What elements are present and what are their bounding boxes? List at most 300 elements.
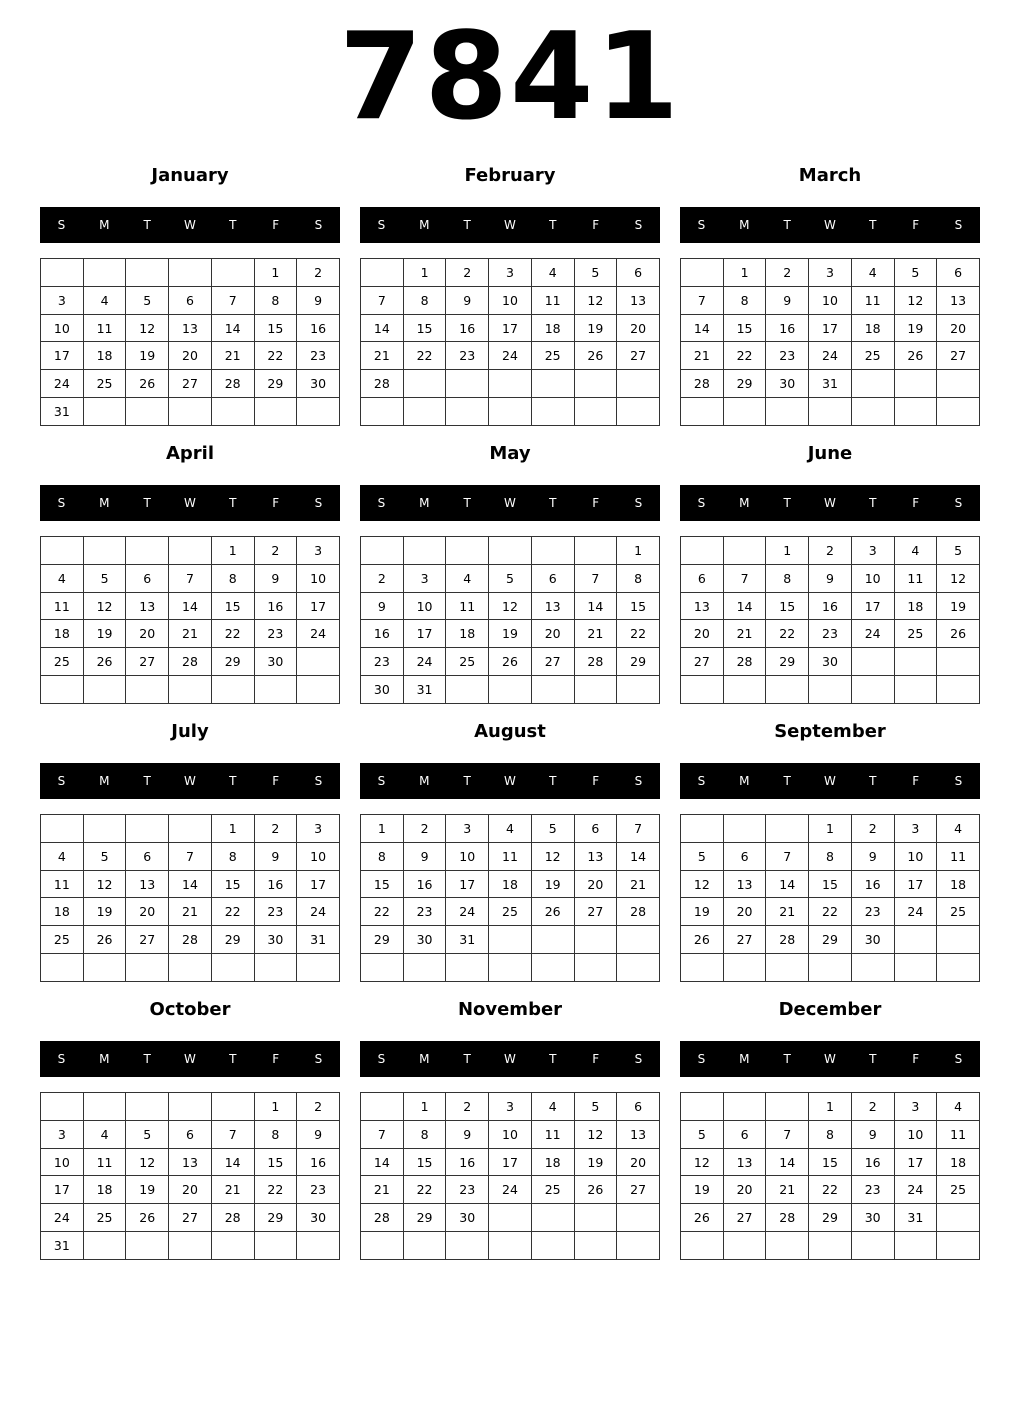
day-cell: 14 xyxy=(766,870,809,898)
day-cell: 20 xyxy=(617,314,660,342)
empty-day-cell xyxy=(531,676,574,704)
empty-day-cell xyxy=(617,398,660,426)
day-cell: 20 xyxy=(681,620,724,648)
day-cell: 29 xyxy=(809,1204,852,1232)
week-row xyxy=(41,537,340,565)
day-cell: 1 xyxy=(254,259,297,287)
day-cell: 24 xyxy=(894,898,937,926)
week-row xyxy=(41,1093,340,1121)
day-cell: 10 xyxy=(446,842,489,870)
day-cell: 27 xyxy=(723,1204,766,1232)
day-cell: 28 xyxy=(169,648,212,676)
day-cell: 19 xyxy=(681,898,724,926)
empty-day-cell xyxy=(531,954,574,982)
day-cell: 28 xyxy=(169,926,212,954)
day-cell: 31 xyxy=(41,1232,84,1260)
day-cell: 1 xyxy=(403,259,446,287)
week-row xyxy=(41,870,340,898)
day-cell: 30 xyxy=(297,370,340,398)
weekday-label: F xyxy=(912,496,920,510)
day-cell: 16 xyxy=(766,314,809,342)
weekday-label: F xyxy=(272,218,280,232)
empty-day-cell xyxy=(574,1204,617,1232)
weekday-header xyxy=(40,763,340,799)
day-cell: 9 xyxy=(766,286,809,314)
day-cell: 11 xyxy=(937,842,980,870)
day-cell: 24 xyxy=(297,620,340,648)
day-cell: 25 xyxy=(851,342,894,370)
empty-day-cell xyxy=(446,954,489,982)
weekday-label: T xyxy=(463,218,471,232)
day-cell: 30 xyxy=(446,1204,489,1232)
day-cell: 7 xyxy=(211,286,254,314)
day-cell: 15 xyxy=(723,314,766,342)
empty-day-cell xyxy=(83,815,126,843)
day-cell: 28 xyxy=(766,1204,809,1232)
day-cell: 26 xyxy=(937,620,980,648)
day-cell: 20 xyxy=(169,342,212,370)
weekday-label: S xyxy=(314,496,323,510)
weekday-label: W xyxy=(504,496,516,510)
day-cell: 13 xyxy=(169,1148,212,1176)
day-cell: 20 xyxy=(126,898,169,926)
weekday-label: W xyxy=(184,1052,196,1066)
day-cell: 4 xyxy=(937,815,980,843)
day-cell: 18 xyxy=(851,314,894,342)
day-cell: 7 xyxy=(361,1120,404,1148)
month-january xyxy=(40,160,340,430)
weekday-label: W xyxy=(824,218,836,232)
weekday-label: T xyxy=(783,496,791,510)
day-grid xyxy=(40,1092,340,1260)
week-row xyxy=(361,1204,660,1232)
weekday-label: F xyxy=(272,774,280,788)
day-grid xyxy=(680,1092,980,1260)
empty-day-cell xyxy=(361,1093,404,1121)
day-cell: 1 xyxy=(723,259,766,287)
weekday-label: T xyxy=(783,1052,791,1066)
day-cell: 17 xyxy=(446,870,489,898)
day-cell: 16 xyxy=(446,314,489,342)
day-cell: 20 xyxy=(169,1176,212,1204)
day-cell: 21 xyxy=(169,898,212,926)
day-cell: 14 xyxy=(361,1148,404,1176)
weekday-label: S xyxy=(697,218,706,232)
day-cell: 16 xyxy=(851,870,894,898)
day-cell: 4 xyxy=(489,815,532,843)
day-cell: 25 xyxy=(446,648,489,676)
day-cell: 31 xyxy=(297,926,340,954)
month-june xyxy=(680,438,980,708)
day-cell: 3 xyxy=(297,815,340,843)
month-december xyxy=(680,994,980,1264)
day-cell: 31 xyxy=(446,926,489,954)
day-cell: 20 xyxy=(937,314,980,342)
empty-day-cell xyxy=(531,1232,574,1260)
empty-day-cell xyxy=(126,1232,169,1260)
empty-day-cell xyxy=(681,815,724,843)
weekday-label: F xyxy=(592,1052,600,1066)
day-cell: 24 xyxy=(809,342,852,370)
month-name: June xyxy=(807,443,853,464)
day-cell: 4 xyxy=(531,259,574,287)
empty-day-cell xyxy=(41,954,84,982)
day-cell: 12 xyxy=(83,592,126,620)
day-cell: 14 xyxy=(211,314,254,342)
day-cell: 27 xyxy=(937,342,980,370)
weekday-label: F xyxy=(592,496,600,510)
empty-day-cell xyxy=(254,1232,297,1260)
empty-day-cell xyxy=(489,1232,532,1260)
day-cell: 18 xyxy=(83,1176,126,1204)
weekday-label: M xyxy=(99,774,110,788)
month-name: March xyxy=(798,165,862,186)
day-cell: 10 xyxy=(41,1148,84,1176)
empty-day-cell xyxy=(403,537,446,565)
day-cell: 27 xyxy=(617,1176,660,1204)
day-grid xyxy=(360,814,660,982)
week-row xyxy=(361,676,660,704)
empty-day-cell xyxy=(809,676,852,704)
week-row xyxy=(41,898,340,926)
weekday-label: S xyxy=(57,1052,66,1066)
week-row xyxy=(681,1232,980,1260)
day-cell: 10 xyxy=(489,1120,532,1148)
week-row xyxy=(41,620,340,648)
day-cell: 3 xyxy=(41,1120,84,1148)
week-row xyxy=(361,954,660,982)
empty-day-cell xyxy=(41,1093,84,1121)
weekday-label: M xyxy=(99,218,110,232)
empty-day-cell xyxy=(723,815,766,843)
empty-day-cell xyxy=(41,815,84,843)
empty-day-cell xyxy=(126,398,169,426)
empty-day-cell xyxy=(617,954,660,982)
day-cell: 29 xyxy=(723,370,766,398)
day-cell: 29 xyxy=(211,926,254,954)
day-cell: 2 xyxy=(403,815,446,843)
weekday-label: W xyxy=(504,218,516,232)
empty-day-cell xyxy=(169,398,212,426)
empty-day-cell xyxy=(809,398,852,426)
day-cell: 29 xyxy=(254,1204,297,1232)
empty-day-cell xyxy=(851,370,894,398)
day-cell: 15 xyxy=(617,592,660,620)
empty-day-cell xyxy=(83,259,126,287)
day-cell: 10 xyxy=(297,842,340,870)
day-cell: 27 xyxy=(574,898,617,926)
empty-day-cell xyxy=(681,537,724,565)
empty-day-cell xyxy=(403,398,446,426)
day-cell: 18 xyxy=(83,342,126,370)
day-cell: 13 xyxy=(937,286,980,314)
day-cell: 6 xyxy=(937,259,980,287)
empty-day-cell xyxy=(41,676,84,704)
day-cell: 30 xyxy=(297,1204,340,1232)
day-cell: 14 xyxy=(574,592,617,620)
day-cell: 28 xyxy=(617,898,660,926)
empty-day-cell xyxy=(574,676,617,704)
day-cell: 21 xyxy=(681,342,724,370)
empty-day-cell xyxy=(211,1093,254,1121)
day-cell: 3 xyxy=(851,537,894,565)
day-cell: 15 xyxy=(211,592,254,620)
month-april xyxy=(40,438,340,708)
day-grid xyxy=(40,258,340,426)
empty-day-cell xyxy=(574,954,617,982)
day-cell: 22 xyxy=(617,620,660,648)
empty-day-cell xyxy=(403,1232,446,1260)
weekday-label: M xyxy=(419,1052,430,1066)
weekday-label: S xyxy=(377,218,386,232)
weekday-header xyxy=(360,207,660,243)
week-row xyxy=(361,564,660,592)
day-cell: 13 xyxy=(681,592,724,620)
day-cell: 27 xyxy=(681,648,724,676)
day-cell: 15 xyxy=(809,1148,852,1176)
day-cell: 23 xyxy=(254,620,297,648)
day-cell: 12 xyxy=(531,842,574,870)
day-cell: 8 xyxy=(809,1120,852,1148)
day-cell: 17 xyxy=(489,314,532,342)
empty-day-cell xyxy=(254,398,297,426)
day-cell: 7 xyxy=(361,286,404,314)
day-cell: 11 xyxy=(937,1120,980,1148)
day-cell: 11 xyxy=(489,842,532,870)
day-cell: 27 xyxy=(169,370,212,398)
empty-day-cell xyxy=(126,676,169,704)
day-cell: 13 xyxy=(126,592,169,620)
weekday-label: S xyxy=(377,1052,386,1066)
day-grid xyxy=(680,536,980,704)
day-cell: 12 xyxy=(126,314,169,342)
empty-day-cell xyxy=(723,676,766,704)
weekday-label: T xyxy=(463,774,471,788)
week-row xyxy=(681,815,980,843)
week-row xyxy=(41,815,340,843)
day-cell: 7 xyxy=(681,286,724,314)
weekday-label: F xyxy=(592,774,600,788)
day-cell: 6 xyxy=(617,259,660,287)
day-cell: 3 xyxy=(41,286,84,314)
empty-day-cell xyxy=(681,259,724,287)
week-row xyxy=(41,342,340,370)
day-cell: 5 xyxy=(574,259,617,287)
day-cell: 19 xyxy=(894,314,937,342)
weekday-label: W xyxy=(824,1052,836,1066)
weekday-header xyxy=(680,207,980,243)
day-cell: 9 xyxy=(446,1120,489,1148)
week-row xyxy=(361,648,660,676)
day-cell: 16 xyxy=(403,870,446,898)
day-cell: 15 xyxy=(809,870,852,898)
day-cell: 29 xyxy=(403,1204,446,1232)
week-row xyxy=(681,342,980,370)
empty-day-cell xyxy=(297,954,340,982)
day-cell: 26 xyxy=(83,926,126,954)
day-cell: 1 xyxy=(766,537,809,565)
weekday-label: W xyxy=(184,774,196,788)
day-cell: 22 xyxy=(254,1176,297,1204)
day-cell: 21 xyxy=(211,342,254,370)
day-cell: 28 xyxy=(211,1204,254,1232)
day-cell: 25 xyxy=(531,342,574,370)
month-november xyxy=(360,994,660,1264)
day-cell: 4 xyxy=(83,286,126,314)
empty-day-cell xyxy=(617,1232,660,1260)
empty-day-cell xyxy=(766,398,809,426)
day-cell: 21 xyxy=(169,620,212,648)
day-cell: 17 xyxy=(894,1148,937,1176)
day-cell: 5 xyxy=(681,842,724,870)
weekday-header xyxy=(360,763,660,799)
weekday-label: W xyxy=(184,496,196,510)
empty-day-cell xyxy=(531,370,574,398)
day-cell: 3 xyxy=(446,815,489,843)
weekday-header xyxy=(40,207,340,243)
empty-day-cell xyxy=(723,954,766,982)
weekday-label: T xyxy=(869,1052,877,1066)
day-cell: 16 xyxy=(297,1148,340,1176)
day-cell: 3 xyxy=(403,564,446,592)
day-cell: 1 xyxy=(403,1093,446,1121)
month-october xyxy=(40,994,340,1264)
day-grid xyxy=(40,536,340,704)
day-cell: 5 xyxy=(681,1120,724,1148)
empty-day-cell xyxy=(361,954,404,982)
weekday-label: T xyxy=(869,774,877,788)
empty-day-cell xyxy=(766,676,809,704)
day-cell: 16 xyxy=(361,620,404,648)
month-name: December xyxy=(778,999,882,1020)
day-cell: 25 xyxy=(894,620,937,648)
day-cell: 5 xyxy=(83,842,126,870)
day-cell: 4 xyxy=(851,259,894,287)
day-cell: 21 xyxy=(361,342,404,370)
day-cell: 9 xyxy=(809,564,852,592)
day-cell: 17 xyxy=(297,870,340,898)
day-cell: 24 xyxy=(489,342,532,370)
day-cell: 23 xyxy=(766,342,809,370)
week-row xyxy=(361,398,660,426)
day-cell: 26 xyxy=(489,648,532,676)
day-cell: 17 xyxy=(894,870,937,898)
weekday-label: F xyxy=(272,496,280,510)
day-cell: 6 xyxy=(531,564,574,592)
day-cell: 1 xyxy=(809,1093,852,1121)
empty-day-cell xyxy=(41,259,84,287)
day-cell: 8 xyxy=(403,1120,446,1148)
day-grid xyxy=(360,258,660,426)
weekday-label: M xyxy=(739,218,750,232)
day-cell: 2 xyxy=(254,815,297,843)
day-cell: 11 xyxy=(531,286,574,314)
day-cell: 23 xyxy=(851,898,894,926)
day-cell: 31 xyxy=(894,1204,937,1232)
weekday-label: S xyxy=(314,1052,323,1066)
day-cell: 30 xyxy=(361,676,404,704)
empty-day-cell xyxy=(681,1232,724,1260)
day-cell: 19 xyxy=(574,314,617,342)
empty-day-cell xyxy=(574,537,617,565)
day-cell: 26 xyxy=(894,342,937,370)
day-cell: 7 xyxy=(211,1120,254,1148)
day-cell: 13 xyxy=(617,1120,660,1148)
day-cell: 29 xyxy=(809,926,852,954)
weekday-label: T xyxy=(143,496,151,510)
empty-day-cell xyxy=(937,398,980,426)
weekday-label: F xyxy=(912,218,920,232)
day-cell: 12 xyxy=(83,870,126,898)
empty-day-cell xyxy=(617,1204,660,1232)
week-row xyxy=(41,1120,340,1148)
weekday-label: S xyxy=(954,218,963,232)
day-cell: 14 xyxy=(169,592,212,620)
empty-day-cell xyxy=(169,537,212,565)
day-cell: 11 xyxy=(851,286,894,314)
weekday-label: W xyxy=(504,774,516,788)
day-cell: 27 xyxy=(723,926,766,954)
empty-day-cell xyxy=(403,370,446,398)
day-cell: 19 xyxy=(83,898,126,926)
day-cell: 7 xyxy=(766,842,809,870)
day-cell: 11 xyxy=(83,1148,126,1176)
day-cell: 28 xyxy=(361,370,404,398)
day-cell: 26 xyxy=(83,648,126,676)
day-cell: 6 xyxy=(126,564,169,592)
weekday-header xyxy=(360,485,660,521)
day-cell: 23 xyxy=(297,1176,340,1204)
day-cell: 18 xyxy=(894,592,937,620)
empty-day-cell xyxy=(489,954,532,982)
day-cell: 17 xyxy=(297,592,340,620)
week-row xyxy=(681,370,980,398)
day-cell: 13 xyxy=(574,842,617,870)
day-cell: 20 xyxy=(531,620,574,648)
day-cell: 11 xyxy=(41,870,84,898)
weekday-label: S xyxy=(954,774,963,788)
day-cell: 13 xyxy=(126,870,169,898)
day-cell: 16 xyxy=(254,592,297,620)
day-cell: 3 xyxy=(489,1093,532,1121)
weekday-header xyxy=(680,485,980,521)
empty-day-cell xyxy=(723,1093,766,1121)
weekday-label: S xyxy=(377,496,386,510)
weekday-label: M xyxy=(419,496,430,510)
day-cell: 14 xyxy=(211,1148,254,1176)
day-cell: 28 xyxy=(723,648,766,676)
day-cell: 30 xyxy=(254,648,297,676)
day-cell: 4 xyxy=(41,564,84,592)
empty-day-cell xyxy=(531,926,574,954)
day-cell: 3 xyxy=(894,1093,937,1121)
weekday-label: M xyxy=(419,774,430,788)
weekday-label: W xyxy=(824,774,836,788)
week-row xyxy=(681,842,980,870)
week-row xyxy=(41,259,340,287)
empty-day-cell xyxy=(126,259,169,287)
day-cell: 2 xyxy=(851,1093,894,1121)
weekday-label: S xyxy=(954,1052,963,1066)
year-title: 7841 xyxy=(339,8,681,147)
day-cell: 11 xyxy=(531,1120,574,1148)
empty-day-cell xyxy=(894,398,937,426)
day-cell: 1 xyxy=(211,815,254,843)
week-row xyxy=(681,1120,980,1148)
month-name: August xyxy=(474,721,546,742)
day-cell: 8 xyxy=(617,564,660,592)
day-cell: 15 xyxy=(766,592,809,620)
